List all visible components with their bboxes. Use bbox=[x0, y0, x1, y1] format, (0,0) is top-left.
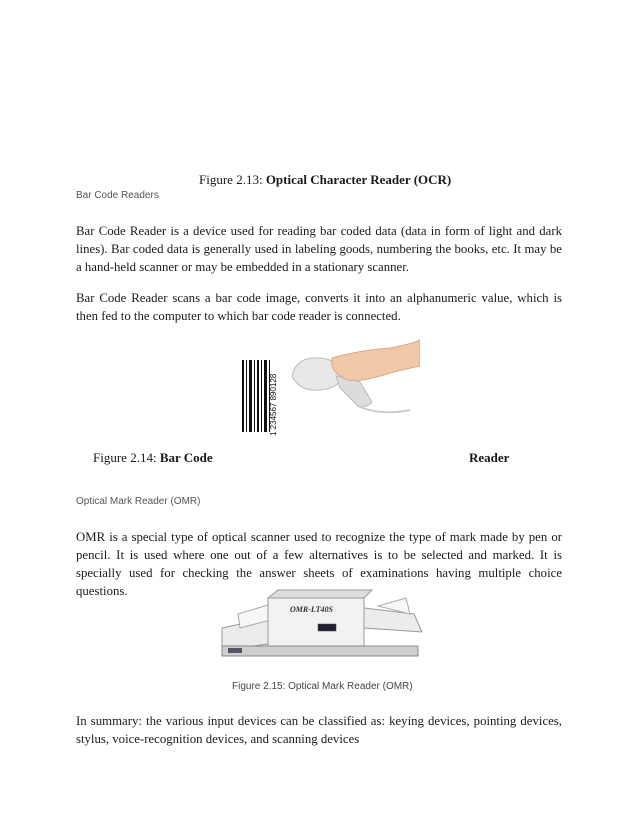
figure-2-13-prefix: Figure 2.13: bbox=[199, 172, 266, 187]
figure-2-13-caption bbox=[199, 172, 451, 188]
figure-2-13-title: Optical Character Reader (OCR) bbox=[265, 172, 452, 187]
figure-2-14-caption-right bbox=[469, 450, 509, 466]
figure-2-14-caption-left bbox=[93, 450, 213, 466]
figure-2-14-prefix: Figure 2.14: bbox=[93, 450, 160, 465]
barcode-digits: 1 234567 890128 bbox=[269, 373, 278, 436]
figure-2-14-title-left: Bar Code bbox=[159, 450, 213, 465]
bar-code-reader-image bbox=[240, 336, 420, 444]
figure-2-15-caption: Figure 2.15: Optical Mark Reader (OMR) bbox=[232, 681, 413, 692]
barcode-graphic bbox=[242, 360, 278, 436]
summary-paragraph: In summary: the various input devices can be classified as: keying devices, pointing devices, stylus, voice-recognition devices, and scanning devices bbox=[76, 714, 562, 746]
figure-2-14-title-right: Reader bbox=[469, 450, 510, 465]
bar-code-paragraph-2: Bar Code Reader scans a bar code image, converts it into an alphanumeric value, which is then fed to the computer to which bar code reader is connected. bbox=[76, 291, 562, 323]
bar-code-paragraph-1: Bar Code Reader is a device used for reading bar coded data (data in form of light and dark lines). Bar coded data is generally used in labeling goods, numbering the books, etc. It may be a hand-held scanner or may be embedded in a stationary scanner. bbox=[76, 224, 562, 274]
omr-heading: Optical Mark Reader (OMR) bbox=[76, 496, 201, 507]
omr-machine-image bbox=[218, 588, 428, 662]
omr-paragraph: OMR is a special type of optical scanner used to recognize the type of mark made by pen or pencil. It is used where one out of a few alternatives is to be selected and marked. It is specially used for checking the answer sheets of examinations having multiple choice questions. bbox=[76, 530, 562, 598]
omr-model-label: OMR-LT40S bbox=[290, 605, 333, 614]
bar-code-readers-heading: Bar Code Readers bbox=[76, 190, 159, 201]
hand-graphic bbox=[332, 340, 420, 381]
